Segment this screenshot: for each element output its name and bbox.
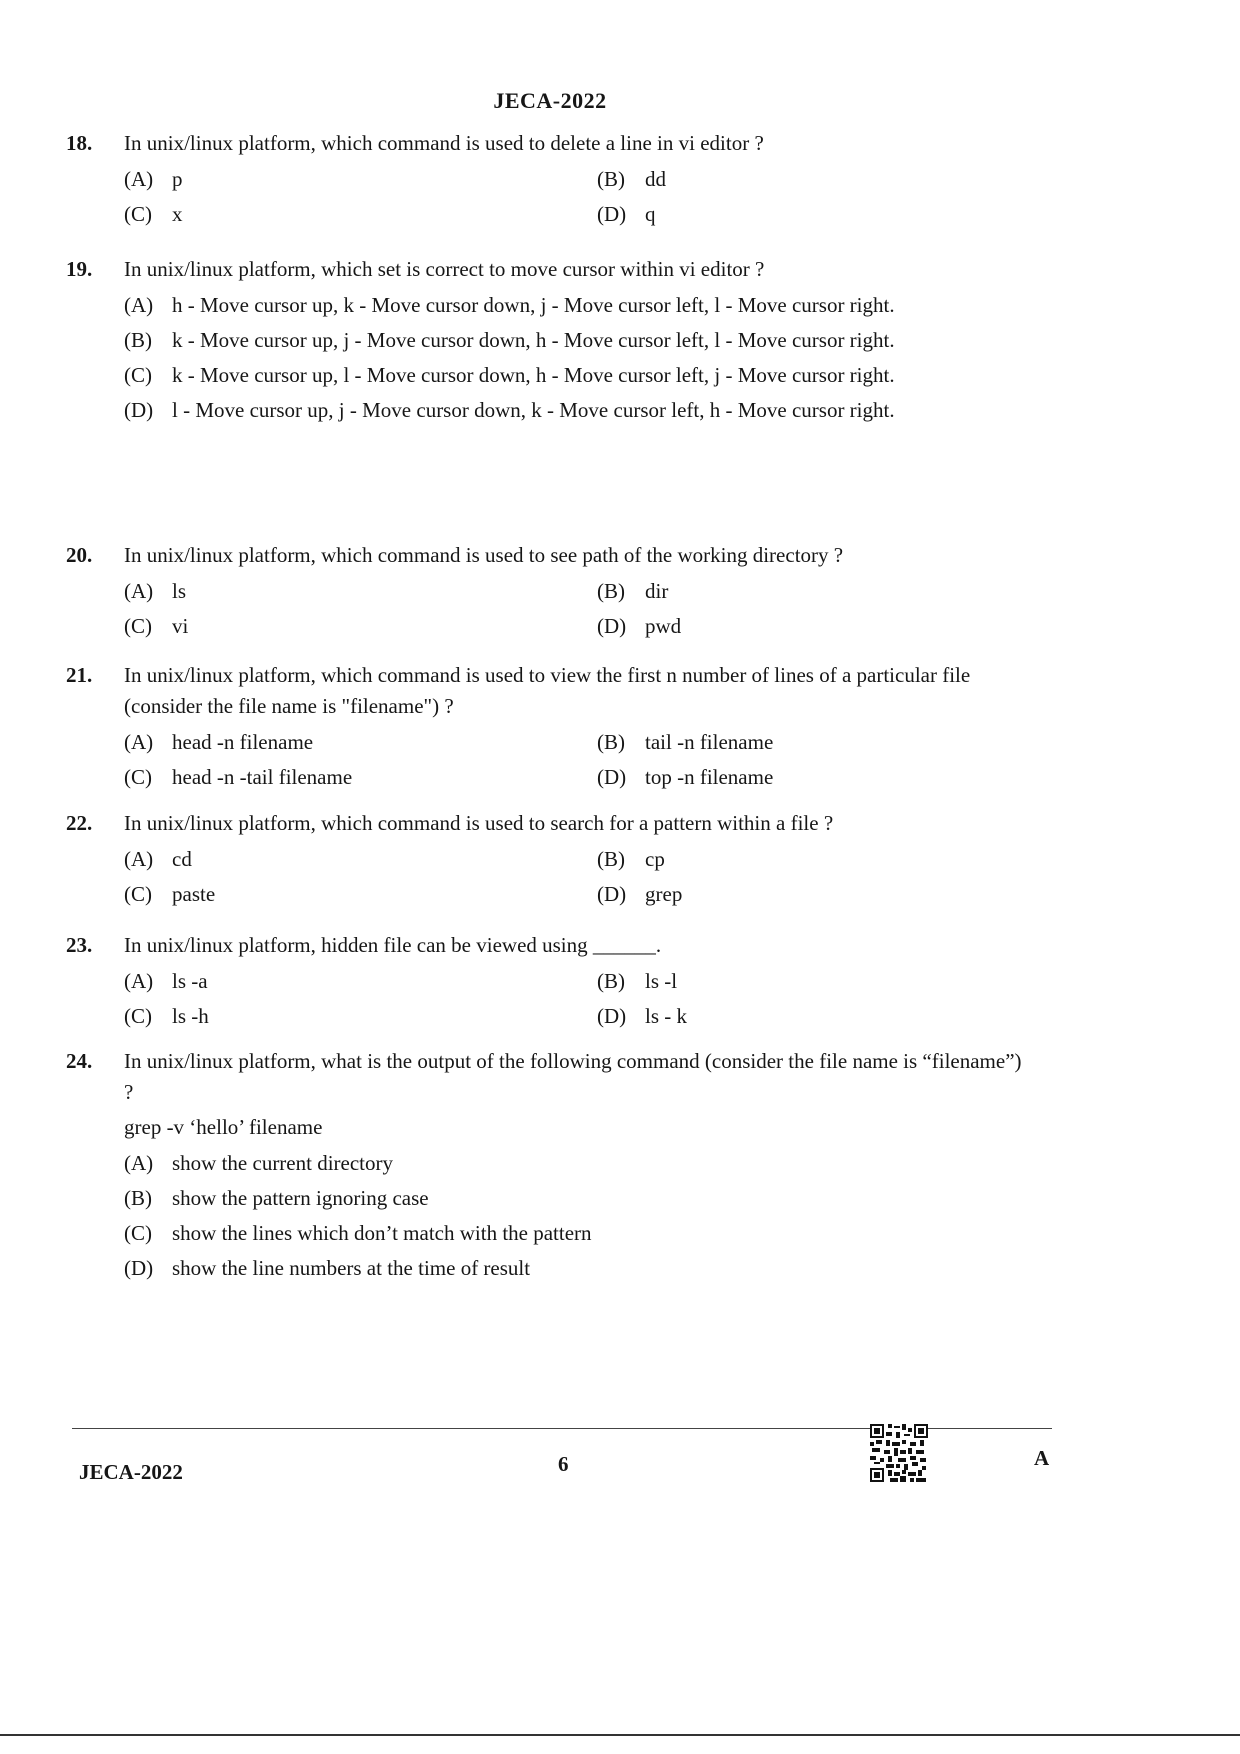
option-text: p [172, 167, 183, 191]
options [124, 727, 1026, 793]
option-label: (C) [124, 202, 152, 226]
option-text: top -n filename [645, 765, 774, 789]
question-24 [66, 1046, 1026, 1288]
option-b [597, 727, 1017, 758]
option-text: cp [645, 847, 665, 871]
option-c [124, 762, 597, 793]
page-number: 6 [558, 1452, 569, 1476]
page-header-title: JECA-2022 [493, 88, 607, 113]
option-text: show the line numbers at the time of result [172, 1256, 531, 1280]
option-label: (D) [597, 882, 627, 906]
question-text: In unix/linux platform, which command is used to search for a pattern within a file ? [124, 811, 834, 835]
question-text: In unix/linux platform, which command is used to view the first n number of lines of a particular file (consider the file name is "filename") ? [124, 663, 971, 718]
option-text: x [172, 202, 183, 226]
qr-code-icon [870, 1424, 928, 1482]
question-number: 19. [66, 257, 93, 281]
option-label: (A) [124, 167, 154, 191]
option-a [124, 1148, 1026, 1179]
question-20 [66, 540, 1026, 642]
option-text: dir [645, 579, 669, 603]
option-label: (B) [597, 730, 625, 754]
options [66, 290, 1026, 426]
option-b [124, 1183, 1026, 1214]
question-text: In unix/linux platform, which command is used to delete a line in vi editor ? [124, 131, 764, 155]
option-text: grep [645, 882, 683, 906]
option-d [597, 611, 1017, 642]
option-label: (B) [597, 969, 625, 993]
option-c [124, 1218, 1026, 1249]
option-c [124, 1001, 597, 1032]
question-19 [66, 254, 1026, 430]
option-d [124, 1253, 1026, 1284]
option-text: ls - k [645, 1004, 687, 1028]
option-a [124, 164, 597, 195]
options [66, 1148, 1026, 1284]
option-label: (A) [124, 730, 154, 754]
option-label: (A) [124, 579, 154, 603]
option-text: h - Move cursor up, k - Move cursor down, j - Move cursor left, l - Move cursor right. [172, 293, 895, 317]
option-text: q [645, 202, 656, 226]
question-number: 22. [66, 811, 93, 835]
option-label: (A) [124, 1151, 154, 1175]
options [124, 844, 1026, 910]
option-b [124, 325, 1026, 356]
option-label: (C) [124, 882, 152, 906]
option-a [124, 727, 597, 758]
option-label: (B) [124, 328, 152, 352]
option-b [597, 844, 1017, 875]
option-label: (C) [124, 1004, 152, 1028]
question-number: 24. [66, 1049, 93, 1073]
question-text: In unix/linux platform, hidden file can be viewed using ______. [124, 933, 662, 957]
option-c [124, 879, 597, 910]
option-text: show the lines which don’t match with the pattern [172, 1221, 592, 1245]
option-d [124, 395, 1026, 426]
option-label: (D) [597, 614, 627, 638]
options [124, 966, 1026, 1032]
option-b [597, 966, 1017, 997]
footer-exam-code: JECA-2022 [79, 1460, 183, 1484]
option-text: vi [172, 614, 189, 638]
option-label: (C) [124, 363, 152, 387]
option-label: (C) [124, 614, 152, 638]
option-label: (D) [124, 398, 154, 422]
option-text: head -n filename [172, 730, 314, 754]
option-d [597, 762, 1017, 793]
option-label: (A) [124, 969, 154, 993]
question-text: In unix/linux platform, which command is used to see path of the working directory ? [124, 543, 844, 567]
question-number: 20. [66, 543, 93, 567]
option-d [597, 879, 1017, 910]
option-label: (C) [124, 765, 152, 789]
option-text: ls -l [645, 969, 678, 993]
question-text: In unix/linux platform, what is the output of the following command (consider the file name is “filename”) ? [124, 1049, 1022, 1104]
option-text: paste [172, 882, 216, 906]
option-a [124, 844, 597, 875]
option-c [124, 360, 1026, 391]
option-c [124, 611, 597, 642]
option-text: cd [172, 847, 192, 871]
option-c [124, 199, 597, 230]
option-text: k - Move cursor up, j - Move cursor down, h - Move cursor left, l - Move cursor right. [172, 328, 895, 352]
option-text: ls -h [172, 1004, 209, 1028]
option-label: (D) [597, 202, 627, 226]
options [124, 576, 1026, 642]
option-text: dd [645, 167, 666, 191]
option-b [597, 576, 1017, 607]
option-label: (D) [597, 1004, 627, 1028]
option-a [124, 290, 1026, 321]
option-b [597, 164, 1017, 195]
option-label: (C) [124, 1221, 152, 1245]
question-18 [66, 128, 1026, 230]
option-a [124, 966, 597, 997]
option-text: l - Move cursor up, j - Move cursor down, k - Move cursor left, h - Move cursor right. [172, 398, 895, 422]
question-number: 21. [66, 663, 93, 687]
option-label: (B) [597, 847, 625, 871]
option-label: (D) [124, 1256, 154, 1280]
option-label: (B) [597, 579, 625, 603]
command-code: grep -v ‘hello’ filename [124, 1115, 323, 1139]
question-number: 23. [66, 933, 93, 957]
option-text: pwd [645, 614, 682, 638]
option-label: (A) [124, 847, 154, 871]
page-bottom-border [0, 1734, 1240, 1736]
options [124, 164, 1026, 230]
question-text: In unix/linux platform, which set is correct to move cursor within vi editor ? [124, 257, 765, 281]
option-text: show the pattern ignoring case [172, 1186, 429, 1210]
option-label: (B) [597, 167, 625, 191]
option-label: (A) [124, 293, 154, 317]
question-number: 18. [66, 131, 93, 155]
option-text: ls -a [172, 969, 208, 993]
option-text: head -n -tail filename [172, 765, 353, 789]
option-d [597, 199, 1017, 230]
option-text: show the current directory [172, 1151, 394, 1175]
option-text: ls [172, 579, 187, 603]
question-21 [66, 660, 1026, 793]
option-d [597, 1001, 1017, 1032]
question-set-label: A [1034, 1446, 1050, 1470]
option-text: k - Move cursor up, l - Move cursor down, h - Move cursor left, j - Move cursor right. [172, 363, 895, 387]
question-23 [66, 930, 1026, 1032]
option-a [124, 576, 597, 607]
option-text: tail -n filename [645, 730, 774, 754]
option-label: (D) [597, 765, 627, 789]
option-label: (B) [124, 1186, 152, 1210]
question-22 [66, 808, 1026, 910]
